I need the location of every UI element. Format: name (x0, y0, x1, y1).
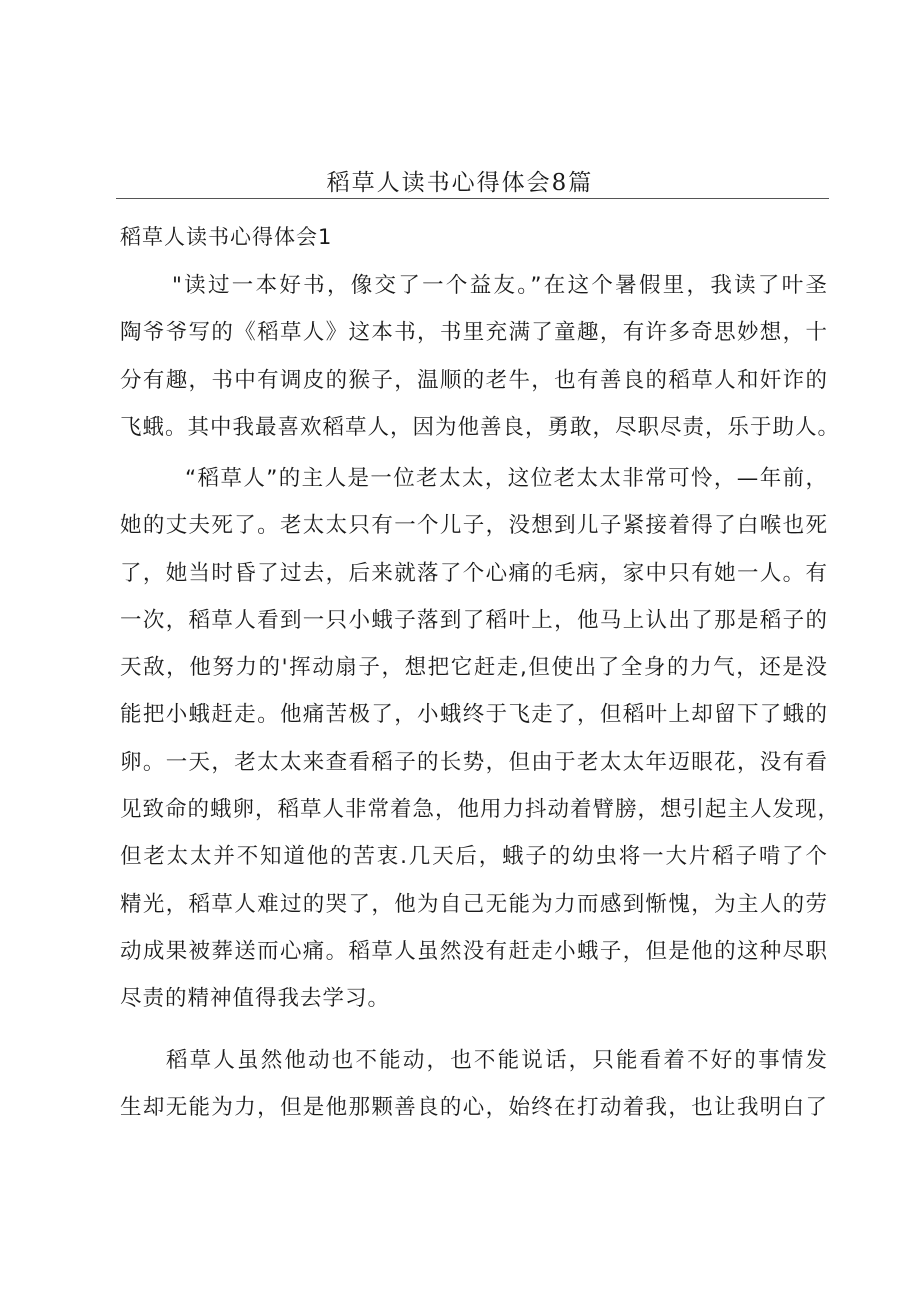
paragraph-line: 动成果被葬送而心痛。稻草人虽然没有赶走小蛾子，但是他的这种尽职 (120, 938, 828, 964)
paragraph-line: 生却无能为力，但是他那颗善良的心，始终在打动着我，也让我明白了 (120, 1095, 828, 1121)
paragraph-line: 分有趣，书中有调皮的猴子，温顺的老牛，也有善良的稻草人和奸诈的 (120, 367, 828, 393)
paragraph-line: 了，她当时昏了过去，后来就落了个心痛的毛病，家中只有她一人。有 (120, 560, 828, 586)
paragraph-line: 但老太太并不知道他的苦衷.几天后，蛾子的幼虫将一大片稻子啃了个 (120, 844, 828, 870)
paragraph-line: 她的丈夫死了。老太太只有一个儿子，没想到儿子紧接着得了白喉也死 (120, 513, 828, 539)
paragraph-line: 一次，稻草人看到一只小蛾子落到了稻叶上，他马上认出了那是稻子的 (120, 607, 828, 633)
paragraph-line: “稻草人”的主人是一位老太太，这位老太太非常可怜，—年前， (185, 466, 828, 491)
paragraph-3 (120, 1037, 828, 1132)
paragraph-line: 精光，稻草人难过的哭了，他为自己无能为力而感到惭愧，为主人的劳 (120, 891, 828, 917)
paragraph-line: 陶爷爷写的《稻草人》这本书，书里充满了童趣，有许多奇思妙想，十 (120, 320, 828, 346)
document-title: 稻草人读书心得体会8篇 (326, 170, 594, 196)
paragraph-line: "读过一本好书，像交了一个益友。”在这个暑假里，我读了叶圣 (172, 273, 828, 298)
paragraph-line: 稻草人虽然他动也不能动，也不能说话，只能看着不好的事情发 (166, 1048, 828, 1073)
paragraph-2 (120, 455, 841, 1023)
section-heading: 稻草人读书心得体会1 (120, 225, 333, 249)
paragraph-1 (120, 262, 841, 451)
title-divider (116, 198, 829, 199)
paragraph-line: 飞蛾。其中我最喜欢稻草人，因为他善良，勇敢，尽职尽责，乐于助人。 (120, 414, 841, 440)
paragraph-line: 见致命的蛾卵，稻草人非常着急，他用力抖动着臂膀，想引起主人发现， (120, 797, 841, 823)
paragraph-line: 尽责的精神值得我去学习。 (120, 986, 391, 1012)
paragraph-line: 天敌，他努力的'挥动扇子，想把它赶走,但使出了全身的力气，还是没 (120, 655, 828, 681)
paragraph-line: 卵。一天，老太太来查看稻子的长势，但由于老太太年迈眼花，没有看 (120, 749, 828, 775)
paragraph-line: 能把小蛾赶走。他痛苦极了，小蛾终于飞走了，但稻叶上却留下了蛾的 (120, 702, 828, 728)
